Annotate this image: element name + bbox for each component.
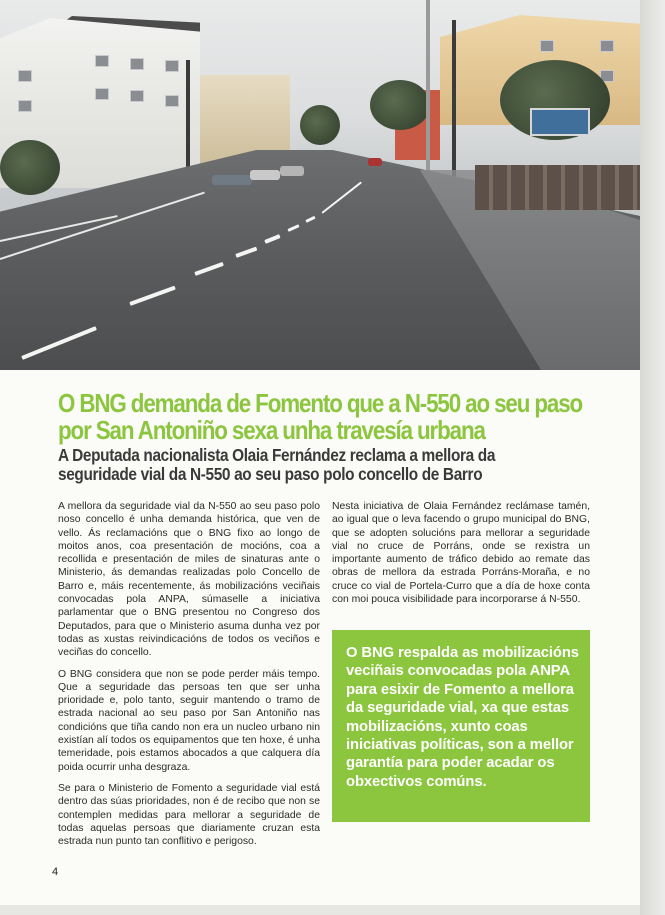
subhead-line-2: seguridade vial da N-550 ao seu paso polo concello de Barro	[58, 464, 483, 484]
road-photo	[0, 0, 640, 370]
subhead-line-1: A Deputada nacionalista Olaia Fernández reclama a mellora da	[58, 445, 496, 465]
tree	[300, 105, 340, 145]
body-paragraph: Nesta iniciativa de Olaia Fernández reclámase tamén, ao igual que o leva facendo o grupo municipal do BNG, que se adopten solucións para mellorar a seguridade vial no cruce de Porráns, onde se rexistra un importante aumento de tráfico debido ao remate das obras de mellora da estrada Porráns-Moraña, e no cruce co vial de Portela-Curro que a día de hoxe conta con moi pouca visibilidade para incorporarse á N-550.	[332, 501, 590, 606]
body-paragraph: A mellora da seguridade vial da N-550 ao seu paso polo noso concello é unha demanda histórica, que ven de vello. Ás reclamacións que o BNG fixo ao longo de moitos anos, coa presentación de mocións, coa a recollida e presentación de miles de sinaturas ante o Ministerio, ás demandas realizadas polo Concello de Barro e, máis recentemente, ás mobilizacións veciñais convocadas pola ANPA, súmaselle a iniciativa parlamentar que o BNG presentou no Congreso dos Deputados, para que o Ministerio asuma dunha vez por todas as xustas reivindicacións de todos os veciños e veciñas do concello.	[58, 501, 320, 659]
article-subheadline	[58, 446, 604, 484]
window	[18, 70, 32, 82]
body-paragraph: O BNG considera que non se pode perder máis tempo. Que a seguridade das persoas ten que ser unha prioridade e, polo tanto, seguir mantendo o tramo de estrada nacional ao seu paso por San Antoniño nas condicións que tiña cando non era un nucleo urbano nin existían alí todos os equipamentos que ten hoxe, é unha temeridade, pois estamos abocados a que calquera día poida ocurrir unha desgraza.	[58, 668, 320, 773]
window	[540, 40, 554, 52]
parked-car	[212, 175, 252, 185]
page-number: 4	[52, 866, 59, 878]
window	[165, 60, 179, 72]
stone-wall	[475, 165, 640, 210]
body-paragraph: Se para o Ministerio de Fomento a seguridade vial está dentro das súas prioridades, non é de recibo que non se contemplen medidas para mellorar a seguridade de todas aquelas persoas que diariamente cruzan esta estrada nun punto tan conflitivo e perigoso.	[58, 782, 320, 848]
hedge	[0, 140, 60, 195]
parked-car	[280, 166, 304, 176]
window	[95, 55, 109, 67]
window	[95, 88, 109, 100]
pull-quote-box	[332, 630, 590, 822]
right-text-column	[332, 500, 590, 614]
window	[165, 95, 179, 107]
pull-quote-text: O BNG respalda as mobilizacións veciñais convocadas pola ANPA para esixir de Fomento a mellora da seguridade vial, xa que estas mobilizacións, xunto coas iniciativas políticas, son a mellor garantía para poder acadar os obxectivos comúns.	[346, 645, 579, 790]
left-text-column	[58, 500, 320, 856]
billboard	[530, 108, 590, 136]
page-edge	[640, 0, 665, 915]
window	[130, 58, 144, 70]
utility-pole	[452, 20, 456, 180]
window	[130, 90, 144, 102]
tree	[370, 80, 430, 130]
window	[600, 40, 614, 52]
parked-car	[250, 170, 280, 180]
article-headline	[58, 388, 583, 445]
headline-line-1: O BNG demanda de Fomento que a N-550 ao seu paso	[58, 388, 583, 418]
distant-car	[368, 158, 382, 166]
headline-line-2: por San Antoniño sexa unha travesía urbana	[58, 415, 485, 445]
window	[18, 100, 32, 112]
